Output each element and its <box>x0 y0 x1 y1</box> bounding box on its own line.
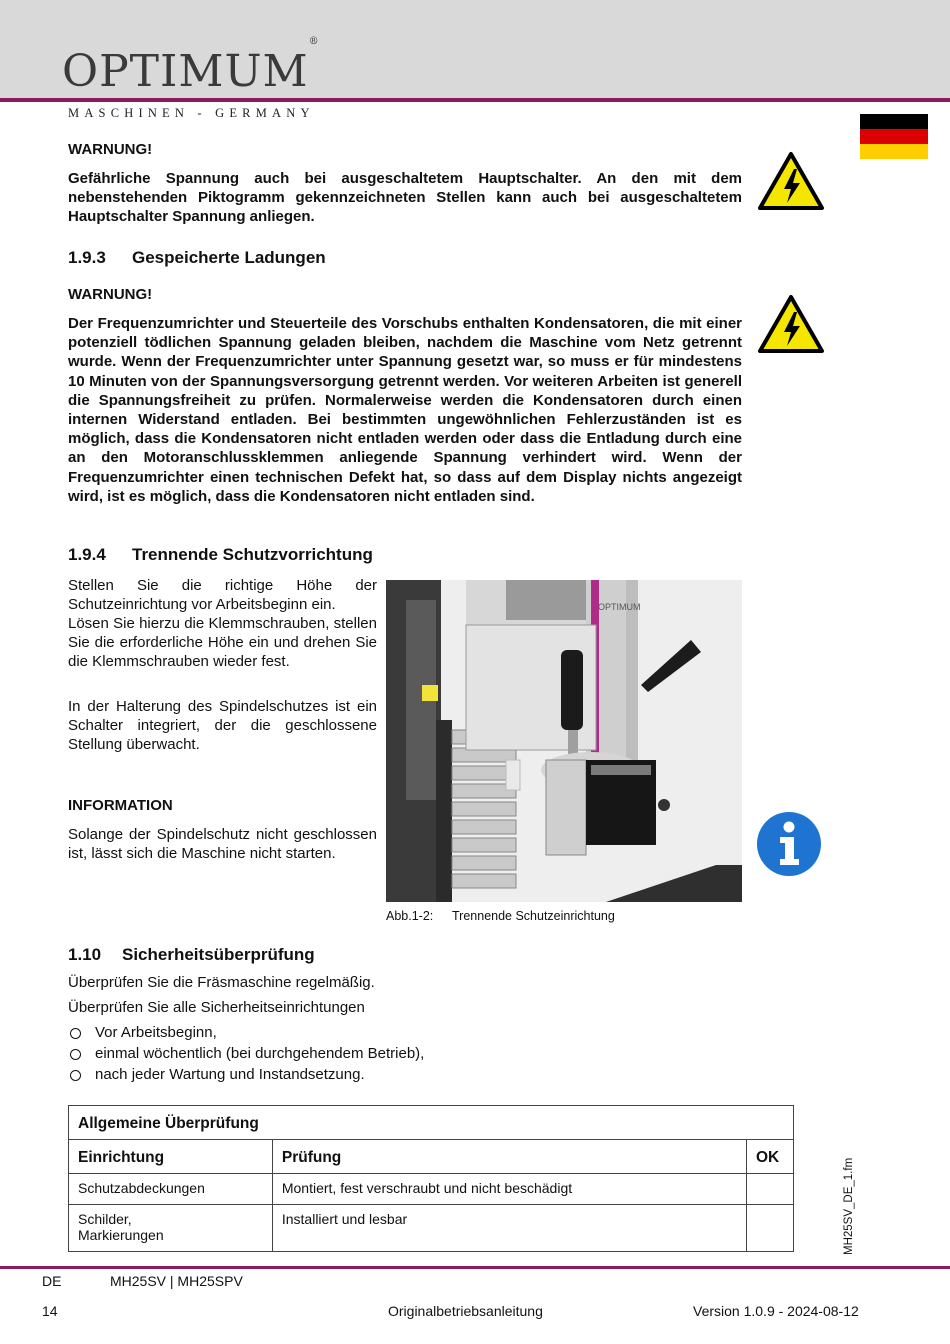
footer-model: MH25SV | MH25SPV <box>110 1273 243 1289</box>
machine-figure <box>386 580 742 902</box>
section-heading-1-9-3 <box>68 248 326 268</box>
brand-registered-mark: ® <box>308 36 320 48</box>
column-header: OK <box>747 1140 794 1174</box>
electrical-warning-icon <box>757 294 825 354</box>
footer-document-title: Originalbetriebsanleitung <box>388 1303 543 1319</box>
table-cell: Schilder, Markierungen <box>69 1205 273 1252</box>
brand-subtitle: MASCHINEN - GERMANY <box>68 106 315 120</box>
section-number: 1.10 <box>68 945 102 964</box>
section-heading-1-10 <box>68 945 315 965</box>
table-cell: Installiert und lesbar <box>272 1205 746 1252</box>
section-title: Gespeicherte Ladungen <box>132 248 326 267</box>
list-item: Vor Arbeitsbeginn, <box>68 1022 424 1043</box>
table-row <box>69 1174 794 1205</box>
warning-text: Der Frequenzumrichter und Steuerteile des Vorschubs enthalten Kondensatoren, die mit einer potenziell tödlichen Spannung geladen bleiben, nachdem die Maschine vom Netz getrennt wurde. Wenn der Frequenzumrichter unter Spannung gesetzt war, so muss er für mindestens 10 Minuten von der Spannungsversorgung getrennt werden. Vor weiteren Arbeiten ist generell die Spannungsfreiheit zu prüfen. Normalerweise werden die Kondensatoren durch einen internen Widerstand entladen. Bei bestimmten ungewöhnlichen Fehlerzuständen ist es möglich, dass die Kondensatoren nicht entladen werden oder dass die Entladung durch eine an den Motoranschlussklemmen anliegende Spannung verhindert wird. Wenn der Frequenzumrichter einen technischen Defekt hat, so dass auf dem Display nichts angezeigt wird, ist es möglich, dass die Kondensatoren nicht entladen sind. <box>68 315 742 505</box>
warning-text: Gefährliche Spannung auch bei ausgeschaltetem Hauptschalter. An den mit dem nebenstehenden Piktogramm gekennzeichneten Stellen kann auch bei ausgeschaltetem Hauptschalter Spannung anliegen. <box>68 170 742 226</box>
information-icon <box>756 811 822 877</box>
table-cell: Schutzabdeckungen <box>69 1174 273 1205</box>
file-label: MH25SV_DE_1.fm <box>843 1157 855 1255</box>
figure-caption <box>386 909 615 923</box>
paragraph: Überprüfen Sie die Fräsmaschine regelmäßig. <box>68 974 375 991</box>
paragraph: Lösen Sie hierzu die Klemmschrauben, stellen Sie die erforderliche Höhe ein und drehen Sie die Klemmschrauben wieder fest. <box>68 615 377 671</box>
section-heading-1-9-4 <box>68 545 373 565</box>
caption-text: Trennende Schutzeinrichtung <box>452 909 615 923</box>
brand-name: OPTIMUM <box>62 46 309 97</box>
table-cell <box>747 1174 794 1205</box>
footer-language: DE <box>42 1273 62 1289</box>
warning-title: WARNUNG! <box>68 141 153 158</box>
column-header: Einrichtung <box>69 1140 273 1174</box>
milling-machine-illustration <box>386 580 742 902</box>
info-title: INFORMATION <box>68 797 173 814</box>
table-cell: Montiert, fest verschraubt und nicht beschädigt <box>272 1174 746 1205</box>
figure-brand-text: OPTIMUM <box>598 602 641 612</box>
footer-divider <box>0 1266 950 1269</box>
header-divider <box>0 98 950 102</box>
info-text: Solange der Spindelschutz nicht geschlossen ist, lässt sich die Maschine nicht starten. <box>68 826 377 863</box>
paragraph: Stellen Sie die richtige Höhe der Schutzeinrichtung vor Arbeitsbeginn ein. <box>68 577 377 614</box>
electrical-warning-icon <box>757 151 825 211</box>
list-item: einmal wöchentlich (bei durchgehendem Betrieb), <box>68 1043 424 1064</box>
footer-version: Version 1.0.9 - 2024-08-12 <box>693 1303 859 1319</box>
brand-logo <box>62 36 320 97</box>
warning-title: WARNUNG! <box>68 286 153 303</box>
caption-label: Abb.1-2: <box>386 909 434 923</box>
section-number: 1.9.4 <box>68 545 106 564</box>
table-row <box>69 1205 794 1252</box>
section-title: Trennende Schutzvorrichtung <box>132 545 373 564</box>
table-title: Allgemeine Überprüfung <box>69 1106 794 1140</box>
page-number: 14 <box>42 1303 58 1319</box>
bullet-list <box>68 1022 424 1085</box>
section-number: 1.9.3 <box>68 248 106 267</box>
section-title: Sicherheitsüberprüfung <box>122 945 315 964</box>
germany-flag-icon <box>860 114 928 159</box>
column-header: Prüfung <box>272 1140 746 1174</box>
paragraph: In der Halterung des Spindelschutzes ist ein Schalter integriert, der die geschlossene Stellung überwacht. <box>68 698 377 754</box>
list-item: nach jeder Wartung und Instandsetzung. <box>68 1064 424 1085</box>
inspection-table <box>68 1105 794 1252</box>
table-cell <box>747 1205 794 1252</box>
paragraph: Überprüfen Sie alle Sicherheitseinrichtungen <box>68 999 365 1016</box>
